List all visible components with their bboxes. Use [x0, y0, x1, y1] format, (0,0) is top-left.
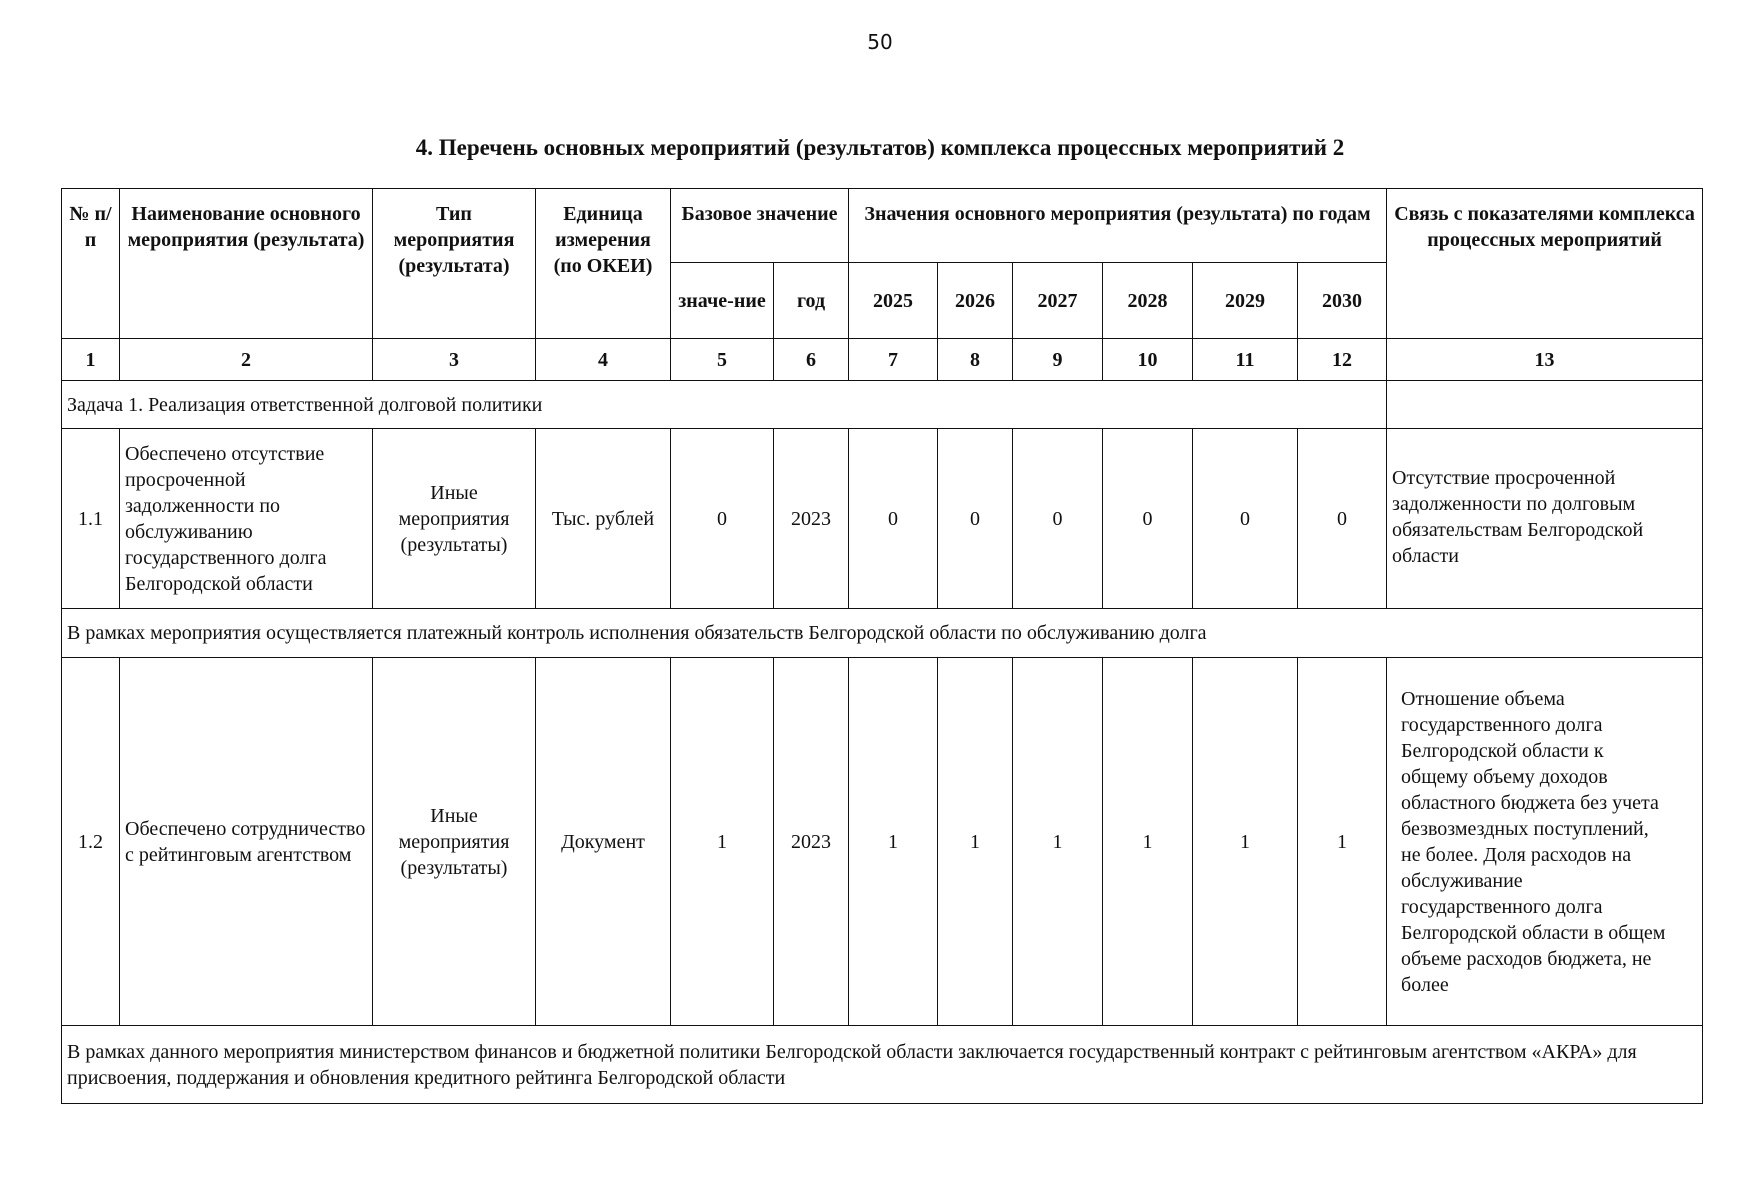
row-value: 1 — [938, 658, 1013, 1026]
row-value: 0 — [1103, 429, 1193, 609]
row-num: 1.2 — [62, 658, 120, 1026]
column-number: 2 — [120, 339, 373, 381]
header-year: 2028 — [1103, 263, 1193, 339]
header-year: 2030 — [1298, 263, 1387, 339]
column-number: 5 — [671, 339, 774, 381]
row-unit: Документ — [536, 658, 671, 1026]
row-link: Отношение объема государственного долга Белгородской области к общему объему доходов областного бюджета без учета безвозмездных поступлений, не более. Доля расходов на обслуживание государственного долга Белгородской области в общем объеме расходов бюджета, не более — [1387, 658, 1703, 1026]
row-note: В рамках мероприятия осуществляется платежный контроль исполнения обязательств Белгородской области по обслуживанию долга — [62, 609, 1703, 658]
row-note: В рамках данного мероприятия министерством финансов и бюджетной политики Белгородской области заключается государственный контракт с рейтинговым агентством «АКРА» для присвоения, поддержания и обновления кредитного рейтинга Белгородской области — [62, 1026, 1703, 1104]
header-type: Тип мероприятия (результата) — [373, 189, 536, 339]
row-value: 1 — [1103, 658, 1193, 1026]
column-number: 11 — [1193, 339, 1298, 381]
header-unit: Единица измерения (по ОКЕИ) — [536, 189, 671, 339]
row-value: 1 — [1193, 658, 1298, 1026]
row-base-value: 0 — [671, 429, 774, 609]
row-base-year: 2023 — [774, 658, 849, 1026]
table-row — [62, 658, 1703, 1026]
header-base: Базовое значение — [671, 189, 849, 263]
row-value: 1 — [849, 658, 938, 1026]
row-type: Иные мероприятия (результаты) — [373, 658, 536, 1026]
column-number: 4 — [536, 339, 671, 381]
task-row-empty-cell — [1387, 381, 1703, 429]
header-year: 2026 — [938, 263, 1013, 339]
row-value: 0 — [849, 429, 938, 609]
table-row — [62, 429, 1703, 609]
header-base-value: значе-ние — [671, 263, 774, 339]
header-year: 2029 — [1193, 263, 1298, 339]
row-value: 0 — [1193, 429, 1298, 609]
header-num: № п/п — [62, 189, 120, 339]
row-link: Отсутствие просроченной задолженности по долговым обязательствам Белгородской области — [1387, 429, 1703, 609]
header-link: Связь с показателями комплекса процессных мероприятий — [1387, 189, 1703, 339]
task-row: Задача 1. Реализация ответственной долговой политики — [62, 381, 1387, 429]
column-number: 10 — [1103, 339, 1193, 381]
row-value: 0 — [938, 429, 1013, 609]
header-year: 2025 — [849, 263, 938, 339]
row-name: Обеспечено сотрудничество с рейтинговым агентством — [120, 658, 373, 1026]
column-number: 9 — [1013, 339, 1103, 381]
column-number: 8 — [938, 339, 1013, 381]
page-number: 50 — [867, 30, 893, 54]
row-unit: Тыс. рублей — [536, 429, 671, 609]
row-value: 1 — [1298, 658, 1387, 1026]
row-base-year: 2023 — [774, 429, 849, 609]
row-base-value: 1 — [671, 658, 774, 1026]
column-number: 13 — [1387, 339, 1703, 381]
header-name: Наименование основного мероприятия (результата) — [120, 189, 373, 339]
column-number: 1 — [62, 339, 120, 381]
column-number: 7 — [849, 339, 938, 381]
document-title: 4. Перечень основных мероприятий (результатов) комплекса процессных мероприятий 2 — [415, 135, 1345, 160]
header-values-by-year: Значения основного мероприятия (результата) по годам — [849, 189, 1387, 263]
header-base-year: год — [774, 263, 849, 339]
activities-table — [61, 188, 1703, 1104]
row-value: 1 — [1013, 658, 1103, 1026]
row-type: Иные мероприятия (результаты) — [373, 429, 536, 609]
header-year: 2027 — [1013, 263, 1103, 339]
column-number: 12 — [1298, 339, 1387, 381]
column-number: 6 — [774, 339, 849, 381]
row-value: 0 — [1013, 429, 1103, 609]
row-value: 0 — [1298, 429, 1387, 609]
row-num: 1.1 — [62, 429, 120, 609]
row-name: Обеспечено отсутствие просроченной задолженности по обслуживанию государственного долга Белгородской области — [120, 429, 373, 609]
column-number: 3 — [373, 339, 536, 381]
